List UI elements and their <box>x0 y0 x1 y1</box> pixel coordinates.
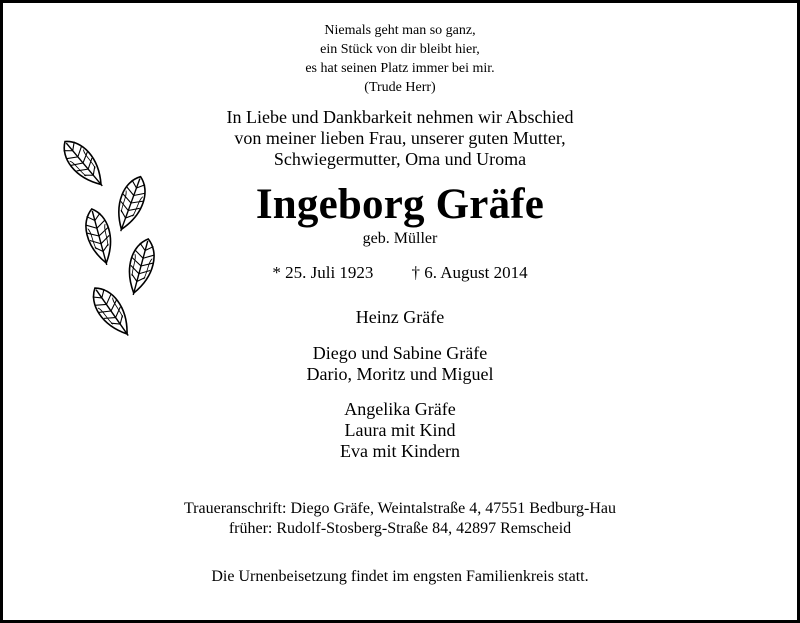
mourner-line: Eva mit Kindern <box>340 441 460 461</box>
mourner-line: Heinz Gräfe <box>355 307 445 327</box>
urn-burial-note: Die Urnenbeisetzung findet im engsten Familienkreis statt. <box>211 568 589 585</box>
mourner-line: Diego und Sabine Gräfe <box>312 343 488 363</box>
quote-line: ein Stück von dir bleibt hier, <box>320 42 480 57</box>
quote <box>3 21 797 97</box>
intro-line: von meiner lieben Frau, unserer guten Mutter, <box>234 128 566 148</box>
address-line: früher: Rudolf-Stosberg-Straße 84, 42897 Remscheid <box>228 520 572 537</box>
mourning-address <box>3 499 797 539</box>
mourner-line: Laura mit Kind <box>344 420 456 440</box>
birth-name: geb. Müller <box>362 230 438 247</box>
deceased-name: Ingeborg Gräfe <box>255 181 545 228</box>
intro-text <box>3 107 797 170</box>
death-date: † 6. August 2014 <box>411 263 528 282</box>
intro-line: Schwiegermutter, Oma und Uroma <box>273 149 527 169</box>
mourner-line: Dario, Moritz und Miguel <box>306 364 494 384</box>
mourners-group-3 <box>3 399 797 462</box>
intro-line: In Liebe und Dankbarkeit nehmen wir Abschied <box>226 107 574 127</box>
quote-line: es hat seinen Platz immer bei mir. <box>305 61 495 76</box>
mourners-group-1 <box>3 307 797 328</box>
quote-line: Niemals geht man so ganz, <box>324 23 476 38</box>
birth-date: * 25. Juli 1923 <box>272 263 374 282</box>
mourner-line: Angelika Gräfe <box>344 399 456 419</box>
life-dates <box>3 263 797 283</box>
quote-author: (Trude Herr) <box>364 80 436 95</box>
address-line: Traueranschrift: Diego Gräfe, Weintalstraße 4, 47551 Bedburg-Hau <box>183 500 617 517</box>
mourners-group-2 <box>3 343 797 385</box>
